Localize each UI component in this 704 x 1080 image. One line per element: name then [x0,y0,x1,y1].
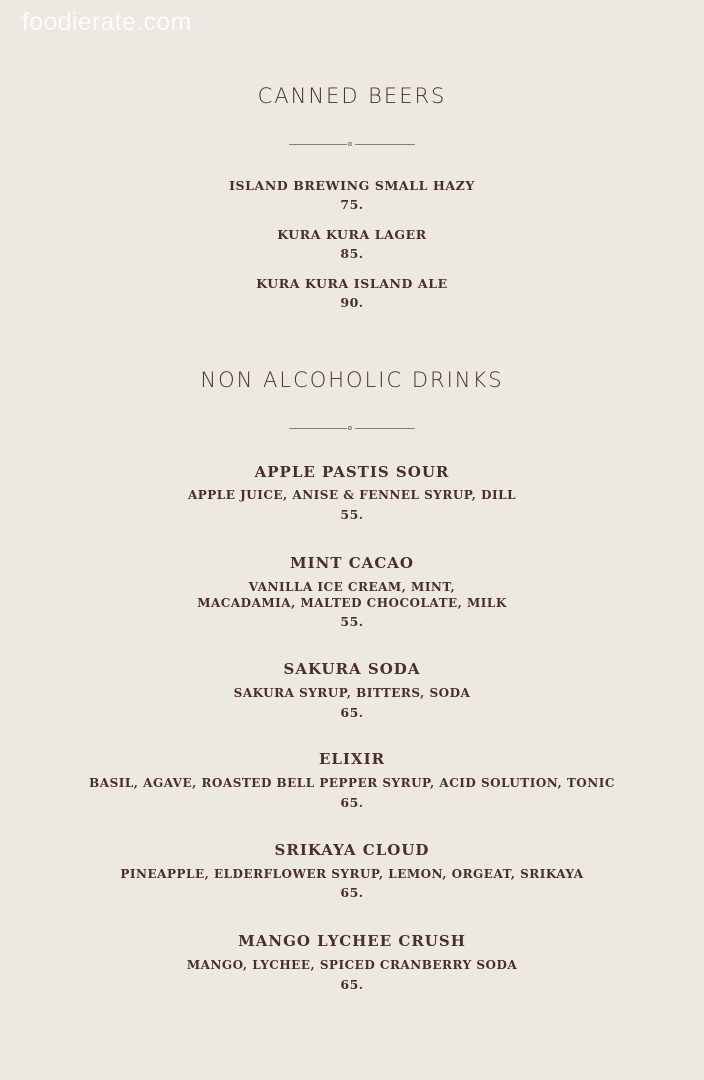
drink-item-price: 65. [340,795,364,810]
drink-item-name: MANGO LYCHEE CRUSH [238,932,466,950]
drink-item-description: MANGO, LYCHEE, SPICED CRANBERRY SODA [186,958,518,972]
drink-item-name: APPLE PASTIS SOUR [254,463,450,481]
beer-item-name: KURA KURA LAGER [277,227,427,242]
section-title-canned-beers: CANNED BEERS [257,84,447,108]
drink-item-description: APPLE JUICE, ANISE & FENNEL SYRUP, DILL [187,488,517,502]
beer-item-name: KURA KURA ISLAND ALE [256,276,448,291]
drink-item-price: 65. [340,977,364,992]
drink-item-description: VANILLA ICE CREAM, MINT, [248,580,456,594]
drink-item-description: PINEAPPLE, ELDERFLOWER SYRUP, LEMON, ORGEAT, SRIKAYA [120,867,584,881]
drink-item-description: MACADAMIA, MALTED CHOCOLATE, MILK [197,596,507,610]
section-divider [289,426,415,432]
drink-item-price: 65. [340,705,364,720]
section-divider [289,142,415,148]
drink-item-price: 55. [340,614,364,629]
drink-item-name: SAKURA SODA [283,660,421,678]
watermark: foodierate.com [22,8,192,36]
beer-item-price: 75. [340,197,364,212]
drink-item-description: SAKURA SYRUP, BITTERS, SODA [233,686,471,700]
drink-item-name: SRIKAYA CLOUD [274,841,430,859]
beer-item-price: 85. [340,246,364,261]
section-title-non-alcoholic: NON ALCOHOLIC DRINKS [200,368,504,392]
beer-item-price: 90. [340,295,364,310]
drink-item-description: BASIL, AGAVE, ROASTED BELL PEPPER SYRUP, ACID SOLUTION, TONIC [89,776,615,790]
drink-item-name: ELIXIR [318,750,386,768]
drink-item-price: 65. [340,885,364,900]
drink-item-price: 55. [340,507,364,522]
drink-item-name: MINT CACAO [290,554,414,572]
beer-item-name: ISLAND BREWING SMALL HAZY [229,178,475,193]
